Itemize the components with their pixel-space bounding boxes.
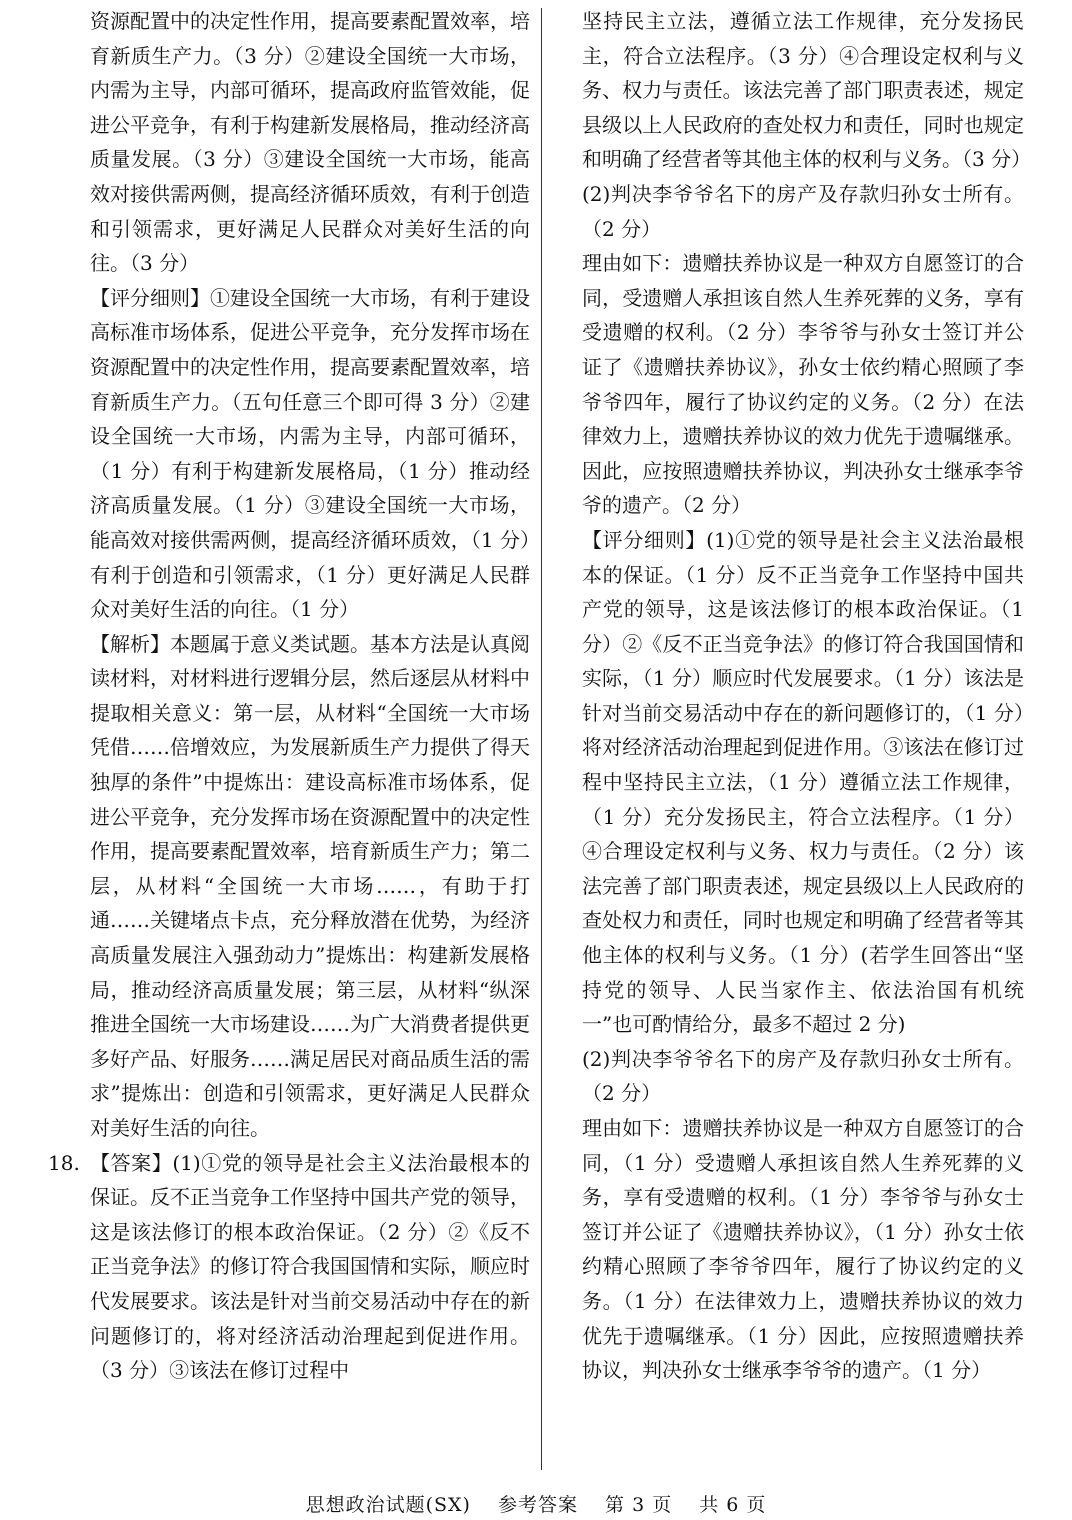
scoring-rules-18-reason: 理由如下：遗赠扶养协议是一种双方自愿签订的合同，（1 分）受遗赠人承担该自然人生养死葬的义务，享有受遗赠的权利。（1 分）李爷爷与孙女士签订并公证了《遗赠扶养协议》，（1 分）孙女士依约精心照顾了李爷爷四年，履行了协议约定的义务。（1 分）在法律效力上，遗赠扶养协议的效力优先于遗嘱继承。（1 分）因此，应按照遗赠扶养协议，判决孙女士继承李爷爷的遗产。（1 分）	[582, 1116, 1024, 1383]
answer18-reason: 理由如下：遗赠扶养协议是一种双方自愿签订的合同，受遗赠人承担该自然人生养死葬的义务，享有受遗赠的权利。（2 分）李爷爷与孙女士签订并公证了《遗赠扶养协议》，孙女士依约精心照顾了李爷爷四年，履行了协议约定的义务。（2 分）在法律效力上，遗赠扶养协议的效力优先于遗嘱继承。因此，应按照遗赠扶养协议，判决孙女士继承李爷爷的遗产。（2 分）	[582, 251, 1024, 518]
analysis-17: 【解析】本题属于意义类试题。基本方法是认真阅读材料，对材料进行逻辑分层，然后逐层从材料中提取相关意义：第一层，从材料“全国统一大市场凭借……倍增效应，为发展新质生产力提供了得天独厚的条件”中提炼出：建设高标准市场体系，促进公平竞争，充分发挥市场在资源配置中的决定性作用，提高要素配置效率，培育新质生产力；第二层，从材料“全国统一大市场……，有助于打通……关键堵点卡点，充分释放潜在优势，为经济高质量发展注入强劲动力”提炼出：构建新发展格局，推动经济高质量发展；第三层，从材料“纵深推进全国统一大市场建设……为广大消费者提供更多好产品、好服务……满足居民对商品质生活的需求”提炼出：创造和引领需求，更好满足人民群众对美好生活的向往。	[90, 631, 530, 1140]
footer-total: 共 6 页	[699, 1494, 767, 1516]
answer-18: 【答案】(1)①党的领导是社会主义法治最根本的保证。反不正当竞争工作坚持中国共产党的领导，这是该法修订的根本政治保证。（2 分）②《反不正当竞争法》的修订符合我国国情和实际，顺应时代发展要求。该法是针对当前交易活动中存在的新问题修订的，将对经济活动治理起到促进作用。（3 分）③该法在修订过程中	[90, 1150, 530, 1383]
answer18-part2: (2)判决李爷爷名下的房产及存款归孙女士所有。（2 分）	[582, 181, 1024, 241]
question-18	[48, 1146, 530, 1388]
footer-label: 参考答案	[497, 1494, 578, 1516]
answer18-continuation: 坚持民主立法，遵循立法工作规律，充分发扬民主，符合立法程序。（3 分）④合理设定权利与义务、权力与责任。该法完善了部门职责表述，规定县级以上人民政府的查处权力和责任，同时也规定和明确了经营者等其他主体的权利与义务。（3 分）	[582, 9, 1032, 172]
footer-page: 第 3 页	[605, 1494, 673, 1516]
scoring-rules-17: 【评分细则】①建设全国统一大市场，有利于建设高标准市场体系，促进公平竞争，充分发挥市场在资源配置中的决定性作用，提高要素配置效率，培育新质生产力。（五句任意三个即可得 3 分）②建设全国统一大市场，内需为主导，内部可循环，（1 分）有利于构建新发展格局，（1 分）推动经济高质量发展。（1 分）③建设全国统一大市场，能高效对接供需两侧，提高经济循环质效，（1 分）有利于创造和引领需求，（1 分）更好满足人民群众对美好生活的向往。（1 分）	[90, 285, 530, 622]
answer17-continuation: 资源配置中的决定性作用，提高要素配置效率，培育新质生产力。（3 分）②建设全国统一大市场，内需为主导，内部可循环，提高政府监管效能，促进公平竞争，有利于构建新发展格局，推动经济高质量发展。（3 分）③建设全国统一大市场，能高效对接供需两侧，提高经济循环质效，有利于创造和引领需求，更好满足人民群众对美好生活的向往。（3 分）	[90, 9, 530, 276]
column-divider	[541, 8, 542, 1470]
left-column	[48, 4, 530, 1388]
question-number: 18.	[48, 1150, 80, 1175]
footer-subject: 思想政治试题(SX)	[305, 1494, 471, 1516]
right-column	[582, 4, 1032, 1388]
scoring-rules-18-part1: 【评分细则】(1)①党的领导是社会主义法治最根本的保证。（1 分）反不正当竞争工作坚持中国共产党的领导，这是该法修订的根本政治保证。（1 分）②《反不正当竞争法》的修订符合我国国情和实际，（1 分）顺应时代发展要求。（1 分）该法是针对当前交易活动中存在的新问题修订的，（1 分）将对经济活动治理起到促进作用。③该法在修订过程中坚持民主立法，（1 分）遵循立法工作规律，（1 分）充分发扬民主，符合立法程序。（1 分）④合理设定权利与义务、权力与责任。（2 分）该法完善了部门职责表述，规定县级以上人民政府的查处权力和责任，同时也规定和明确了经营者等其他主体的权利与义务。（1 分）(若学生回答出“坚持党的领导、人民当家作主、依法治国有机统一”也可酌情给分，最多不超过 2 分)	[582, 527, 1024, 1037]
page-footer	[0, 1490, 1072, 1517]
scoring-rules-18-part2: (2)判决李爷爷名下的房产及存款归孙女士所有。（2 分）	[582, 1046, 1024, 1106]
